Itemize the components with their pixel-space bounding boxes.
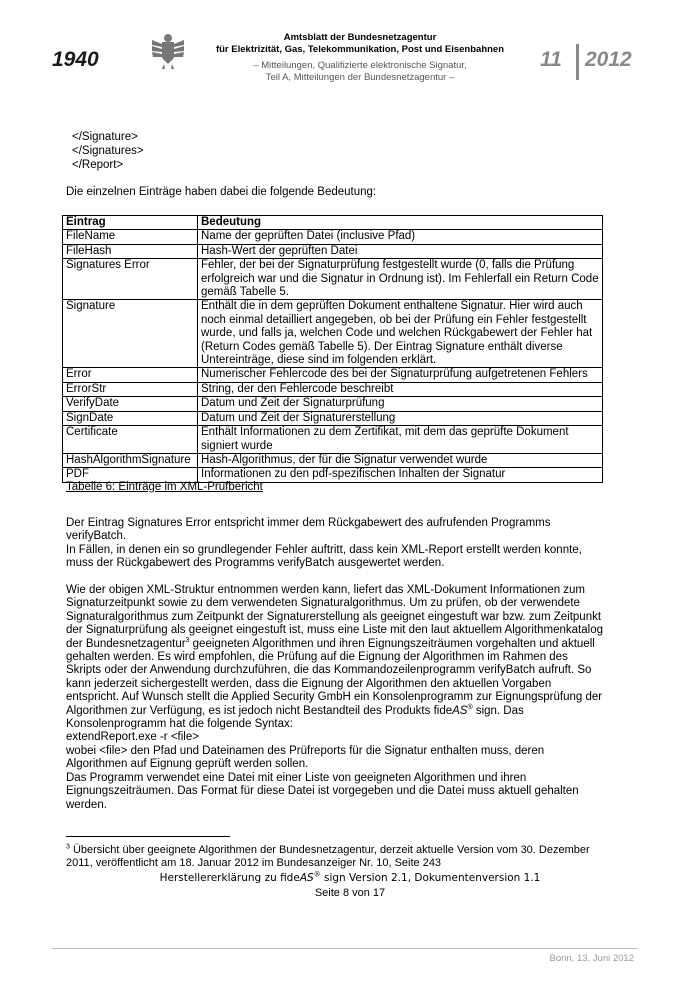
code-line: </Report> (72, 159, 124, 171)
table-row (63, 230, 603, 244)
entry-cell: SignDate (63, 411, 198, 425)
paragraph-line: Der Eintrag Signatures Error entspricht immer dem Rückgabewert des aufrufenden Programms verifyBatch. (66, 517, 551, 543)
entry-cell: FileHash (63, 244, 198, 258)
meaning-cell: Hash-Algorithmus, der für die Signatur verwendet wurde (198, 453, 603, 467)
paragraph-return-value (66, 517, 606, 571)
entry-cell: Signatures Error (63, 259, 198, 300)
entry-cell: Certificate (63, 426, 198, 454)
meaning-cell: String, der den Fehlercode beschreibt (198, 382, 603, 396)
table-caption: Tabelle 6: Einträge im XML-Prüfbericht (66, 481, 263, 493)
paragraph-line: In Fällen, in denen ein so grundlegender Fehler auftritt, dass kein XML-Report erstellt werden konnte, muss der Rückgabewert des Programms verifyBatch ausgewertet werden. (66, 543, 582, 570)
entry-cell: VerifyDate (63, 397, 198, 411)
meaning-cell: Hash-Wert der geprüften Datei (198, 244, 603, 258)
table-row (63, 259, 603, 300)
paragraph-algorithms (66, 584, 606, 812)
code-line: </Signatures> (72, 145, 144, 157)
gazette-page-number: 1940 (52, 48, 99, 71)
table-row (63, 397, 603, 411)
meaning-cell: Name der geprüften Datei (inclusive Pfad) (198, 230, 603, 244)
entry-cell: ErrorStr (63, 382, 198, 396)
meaning-cell: Numerischer Fehlercode des bei der Signaturprüfung aufgetretenen Fehlers (198, 368, 603, 382)
gazette-title: Amtsblatt der Bundesnetzagentur (283, 32, 437, 43)
footnote-divider (66, 836, 230, 837)
entry-cell: Signature (63, 300, 198, 368)
code-line: </Signature> (72, 131, 138, 143)
footnote-ref[interactable]: 3 (185, 636, 190, 644)
publication-date: Bonn, 13. Juni 2012 (549, 953, 634, 964)
command-syntax: extendReport.exe -r <file> (66, 731, 199, 744)
table-row (63, 382, 603, 396)
table-row (63, 244, 603, 258)
paragraph-body: Wie der obigen XML-Struktur entnommen werden kann, liefert das XML-Dokument Informationen zum Signaturzeitpunkt sowie zu dem verwendeten Signaturalgorithmus. Um zu prüfen, ob der verwendete Signaturalgorithmus zum Zeitpunkt der Signaturerstellung als geeignet eingestuft war bzw. zum Zeitpunkt der Signaturprüfung als geeignet eingestuft ist, muss eine Liste mit den laut aktuellem Algorithmenkatalog der Bundesnetzagentur$^3$ geeigneten Algorithmen und ihren Eignungszeiträumen vorgehalten und aktuell gehalten werden. Es wird empfohlen, die Prüfung auf die Eignung der Algorithmen im Rahmen des Skripts oder der Anwendung durchzuführen, die das Kommandozeilenprogramm verifyBatch aufruft. So kann jederzeit sichergestellt werden, dass die Eignung der Algorithmen den aktuellen Vorgaben entspricht. Auf Wunsch stellt die Applied Security GmbH ein Konsolenprogramm zur Eignungsprüfung der Algorithmen zur Verfügung, es ist jedoch nicht Bestandteil des Produkts fideAS® sign. Das Konsolenprogramm hat die folgende Syntax: (66, 584, 603, 731)
footer-divider (52, 948, 638, 949)
paragraph-line: Das Programm verwendet eine Datei mit einer Liste von geeigneten Algorithmen und ihren Eignungszeiträumen. Das Format für diese Datei ist vorgegeben und die Datei muss aktuell gehalten werden. (66, 771, 579, 811)
meaning-cell: Enthält die in dem geprüften Dokument enthaltene Signatur. Hier wird auch noch einmal detailliert angegeben, ob bei der Prüfung ein Fehler festgestellt wurde, und falls ja, welchen Code und welchen Rückgabewert der Fehler hat (Return Codes gemäß Tabelle 5). Der Eintrag Signature enthält diverse Untereinträge, diese sind im folgenden erklärt. (198, 300, 603, 368)
intro-text: Die einzelnen Einträge haben dabei die folgende Bedeutung: (66, 186, 377, 198)
meaning-cell: Informationen zu den pdf-spezifischen Inhalten der Signatur (198, 468, 603, 482)
entry-cell: FileName (63, 230, 198, 244)
table-row (63, 300, 603, 368)
issue-year: 2012 (585, 48, 632, 71)
meaning-cell: Datum und Zeit der Signaturerstellung (198, 411, 603, 425)
issue-number: 11 (540, 48, 562, 71)
footnote: $^3$ Übersicht über geeignete Algorithmen der Bundesnetzagentur, derzeit aktuelle Version vom 30. Dezember 2011, veröffentlicht am 18. Januar 2012 im Bundesanzeiger Nr. 10, Seite 243 (66, 843, 590, 869)
page-number: Seite 8 von 17 (314, 887, 386, 899)
gazette-section-line1: – Mitteilungen, Qualifizierte elektronische Signatur, (253, 60, 467, 71)
table-row (63, 426, 603, 454)
entry-cell: PDF (63, 468, 198, 482)
table-header-row (63, 216, 603, 230)
table-row (63, 368, 603, 382)
table-row (63, 453, 603, 467)
entries-table (62, 215, 603, 483)
table-row (63, 411, 603, 425)
paragraph-line: wobei <file> den Pfad und Dateinamen des Prüfreports für die Signatur enthalten muss, deren Algorithmen auf Eignung geprüft werden sollen. (66, 744, 545, 771)
meaning-cell: Enthält Informationen zu dem Zertifikat, mit dem das geprüfte Dokument signiert wurde (198, 426, 603, 454)
column-header-entry: Eintrag (63, 216, 198, 230)
meaning-cell: Datum und Zeit der Signaturprüfung (198, 397, 603, 411)
column-header-meaning: Bedeutung (198, 216, 603, 230)
entry-cell: HashAlgorithmSignature (63, 453, 198, 467)
entry-cell: Error (63, 368, 198, 382)
federal-eagle-icon (150, 32, 186, 70)
header-divider (576, 44, 579, 80)
manufacturer-declaration: Herstellererklärung zu fideAS® sign Version 2.1, Dokumentenversion 1.1 (159, 870, 541, 884)
meaning-cell: Fehler, der bei der Signaturprüfung festgestellt wurde (0, falls die Prüfung erfolgreich war und die Signatur in Ordnung ist). Im Fehlerfall ein Return Code gemäß Tabelle 5. (198, 259, 603, 300)
gazette-section-line2: Teil A, Mitteilungen der Bundesnetzagentur – (265, 72, 455, 83)
gazette-subtitle: für Elektrizität, Gas, Telekommunikation, Post und Eisenbahnen (215, 44, 505, 55)
